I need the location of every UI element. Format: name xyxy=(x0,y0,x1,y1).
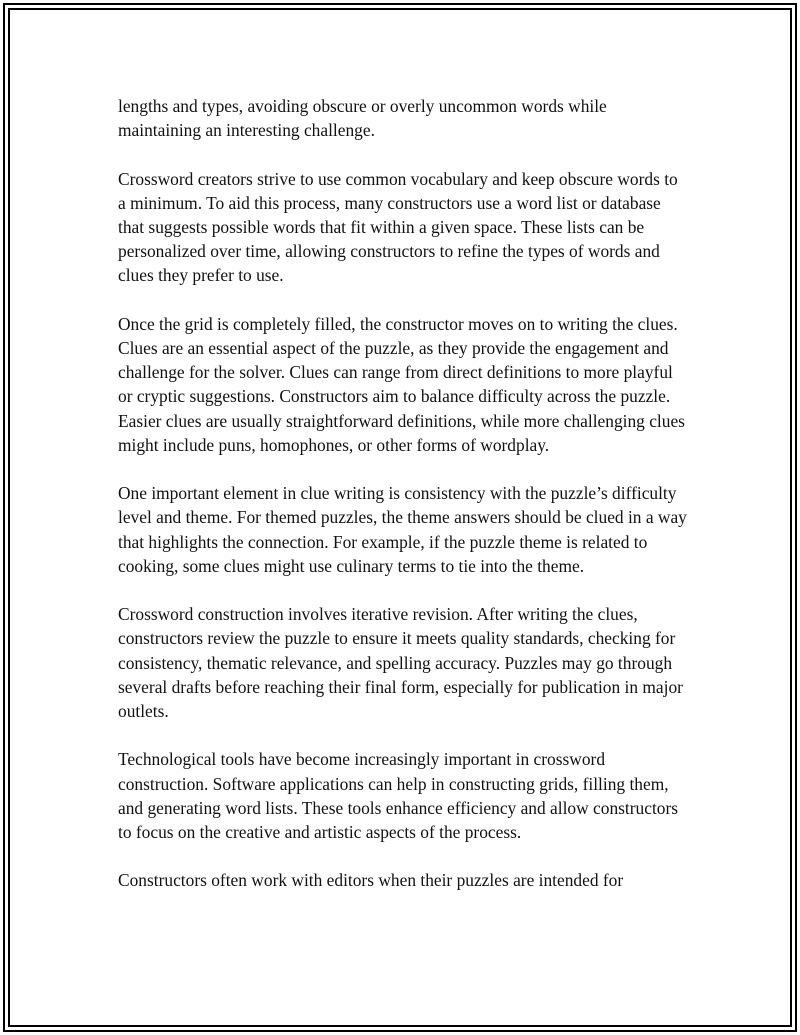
paragraph-5: Crossword construction involves iterative revision. After writing the clues, constructors review the puzzle to ensure it meets quality standards, checking for consistency, thematic relevance, and spelling accuracy. Puzzles may go through several drafts before reaching their final form, especially for publication in major outlets. xyxy=(118,604,683,722)
paragraph-4: One important element in clue writing is consistency with the puzzle’s difficulty level and theme. For themed puzzles, the theme answers should be clued in a way that highlights the connection. For example, if the puzzle theme is related to cooking, some clues might use culinary terms to tie into the theme. xyxy=(118,483,687,576)
paragraph-7: Constructors often work with editors when their puzzles are intended for xyxy=(118,870,624,891)
page-body xyxy=(118,94,688,917)
paragraph-2: Crossword creators strive to use common vocabulary and keep obscure words to a minimum. To aid this process, many constructors use a word list or database that suggests possible words that fit within a given space. These lists can be personalized over time, allowing constructors to refine the types of words and clues they prefer to use. xyxy=(118,168,678,286)
paragraph-3: Once the grid is completely filled, the constructor moves on to writing the clues. Clues are an essential aspect of the puzzle, as they provide the engagement and challenge for the solver. Clues can range from direct definitions to more playful or cryptic suggestions. Constructors aim to balance difficulty across the puzzle. Easier clues are usually straightforward definitions, while more challenging clues might include puns, homophones, or other forms of wordplay. xyxy=(118,313,685,455)
paragraph-6: Technological tools have become increasingly important in crossword construction. Software applications can help in constructing grids, filling them, and generating word lists. These tools enhance efficiency and allow constructors to focus on the creative and artistic aspects of the process. xyxy=(118,749,679,843)
paragraph-1: lengths and types, avoiding obscure or overly uncommon words while maintaining an interesting challenge. xyxy=(118,96,607,141)
